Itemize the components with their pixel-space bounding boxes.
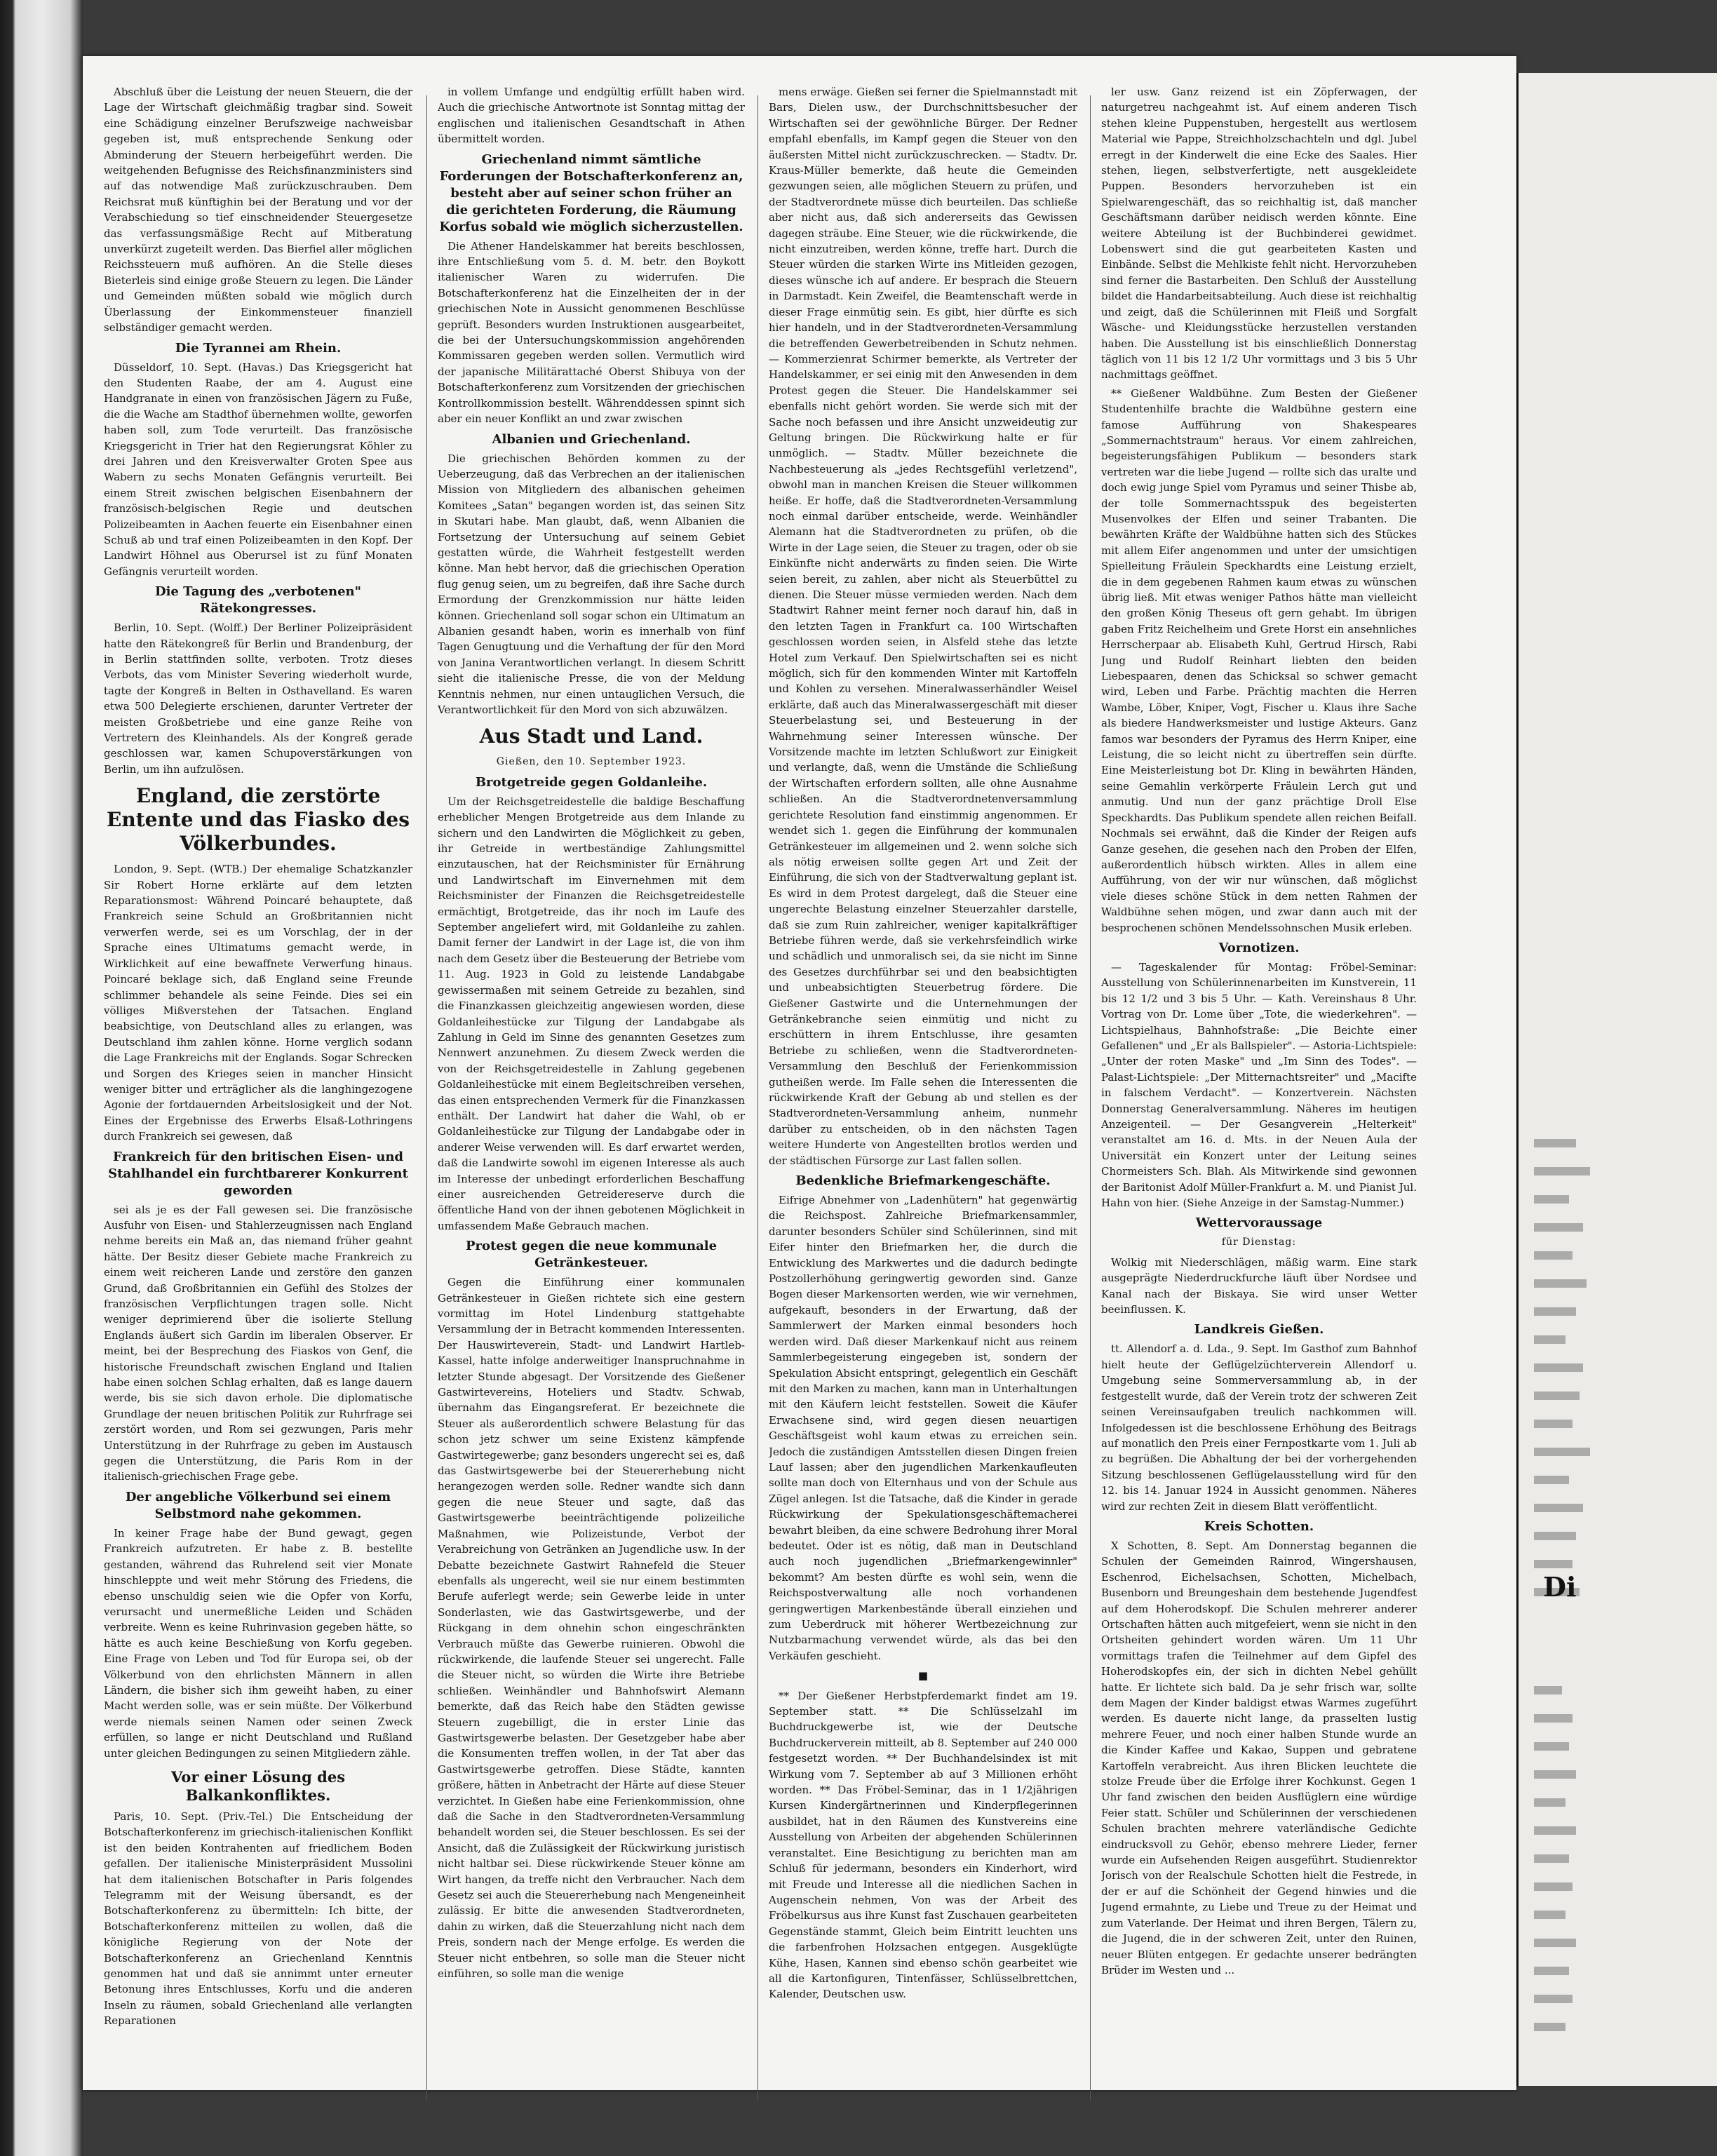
text-line bbox=[1534, 1714, 1573, 1723]
book-binding-edge bbox=[0, 0, 83, 2156]
section-title-stadt-land: Aus Stadt und Land. bbox=[479, 725, 703, 748]
article-england-cont: sei als je es der Fall gewesen sei. Die französische Ausfuhr von Eisen- und Stahlerzeugnissen nach England nehme bereits ein Maß an, das niemand früher geahnt hätte. Der Besitz dieser Gebiete mache Frankreich zu einem weit reicheren Lande und zerstöre den ganzen Grund, daß Großbritannien ein Gefühl des Stolzes der französischen Verpflichtungen tragen solle. Nicht weniger deprimierend über die isolierte Stellung Englands äußert sich Gardin im liberalen Observer. Er meint, bei der Besprechung des Fiaskos von Genf, die historische Freundschaft zwischen England und Italien habe einen solchen Schlag erhalten, daß es lange dauern werde, bis sie sich davon erhole. Die diplomatische Grundlage der neuen britischen Politik zur Ruhrfrage sei zerstört worden, und Rom sei gezwungen, Paris mehr Unterstützung in der Ruhrfrage zu geben im Austausch gegen die Unterstützung, die Paris Rom in der italienisch-griechischen Frage gebe. bbox=[104, 1203, 412, 1483]
text-line bbox=[1534, 1307, 1576, 1316]
col2-para2: Die Athener Handelskammer hat bereits beschlossen, ihre Entschließung vom 5. d. M. betr. den Boykott italienischer Waren zu widerrufen. Die Botschafterkonferenz hat die Einzelheiten der in der griechischen Note in Aussicht genommenen Beschlüsse geprüft. Besonders wurden Instruktionen ausgearbeitet, die bei der Untersuchungskommission angehörenden Kommissaren gegeben werden sollen. Vermutlich wird der japanische Militärattaché Oberst Shibuya von der Botschafterkonferenz zum Vorsitzenden der griechischen Kontrollkommission bestellt. Währenddessen spinnt sich aber ein neuer Konflikt an und zwar zwischen bbox=[438, 239, 745, 426]
col2-sub-albanien: Albanien und Griechenland. bbox=[492, 431, 691, 447]
article-england-cont2: In keiner Frage habe der Bund gewagt, gegen Frankreich aufzutreten. Er habe z. B. bestellte gestanden, während das Ruhrelend seit vier Monate hinschleppte und weit mehr Störung des Friedens, die ebenso unschuldig seien wie die Opfer von Korfu, verursacht und unermeßliche Leiden und Schäden verbreite. Wenn es keine Ruhrinvasion gegeben hätte, so hätte es auch keine Beschießung von Korfu gegeben. Eine Frage von Leben und Tod für Europa sei, ob der Völkerbund von den ehrlichsten Männern in allen Ländern, die bisher sich ihm geweiht haben, zu einer Macht werden solle, was er sein müßte. Der Völkerbund werde niemals seinen Namen oder seinen Zweck erfüllen, so lange er nicht Deutschland und Rußland unter gleichen Bedingungen zu seinen Mitgliedern zähle. bbox=[104, 1526, 412, 1760]
col3-text1: mens erwäge. Gießen sei ferner die Spielmannstadt mit Bars, Dielen usw., der Durchschnittsbesucher der Wirtschaften sei der gewöhnliche Bürger. Der Redner empfahl ebenfalls, im Kampf gegen die Steuer von den äußersten Mittel nicht zurückzuschrecken. — Stadtv. Dr. Kraus-Müller bemerkte, daß heute die Gemeinden gezwungen seien, alle möglichen Steuern zu prüfen, und der Stadtverordnete müsse dich beurteilen. Das schließe aber nicht aus, daß sich andererseits das Gewissen dagegen sträube. Eine Steuer, wie die rückwirkende, die nicht einzutreiben, werden könne, treffe hart. Durch die Steuer würden die starken Wirte ins Mitleiden gezogen, dieses wünsche ich auf andere. Er besprach die Steuern in Darmstadt. Kein Zweifel, die Beamtenschaft werde in dieser Frage einmütig sein. Es gibt, hier dürfte es sich hier handeln, und in der Stadtverordneten-Versammlung die betreffenden Gewerbetreibenden in Schutz nehmen. — Kommerzienrat Schirmer bemerkte, als Vertreter der Handelskammer, er sei einig mit den Anwesenden in dem Protest gegen die Steuer. Die Handelskammer sei ebenfalls nicht gehört worden. Sie werde sich mit der Sache noch befassen und ihre Ansicht unzweideutig zur Geltung bringen. Die Rückwirkung halte er für unmöglich. — Stadtv. Müller bezeichnete die Nachbesteuerung als „jedes Rechtsgefühl verletzend", obwohl man in manchen Kreisen die Steuer willkommen heiße. Er hoffe, daß die Stadtverordneten-Versammlung noch einmal darüber entscheide, werde. Weinhändler Alemann hat die Stadtverordneten zu prüfen, ob die Wirte in der Lage seien, die Steuer zu tragen, oder ob sie Einkünfte nicht anderwärts zu finden seien. Die Wirte seien bereit, zu zahlen, aber nicht als Steuerbüttel zu dienen. Die Steuer müsse vermieden werden. Nach dem Stadtwirt Rahner meint ferner noch darauf hin, daß in den letzten Tagen in Frankfurt ca. 100 Wirtschaften geschlossen worden seien, in Alsfeld stehe das letzte Hotel zum Verkauf. Den Spielwirtschaften sei es nicht möglich, sich für den kommenden Winter mit Kartoffeln und Kohlen zu versehen. Mineralwasserhändler Weisel erklärte, daß auch das Mineralwassergeschäft mit dieser Steuerbelastung sei, und Besteuerung in der Wahrnehmung seiner Interessen wünsche. Der Vorsitzende machte im letzten Schlußwort zur Einigkeit und verlangte, daß, wenn die Umstände die Schließung der Wirtschaften erfordern sollten, alle ohne Ausnahme schließen. An die Stadtverordnetenversammlung gerichtete Resolution fand einstimmig angenommen. Er wendet sich 1. gegen die Einführung der kommunalen Getränkesteuer im allgemeinen und 2. wenn solche sich als nötig erweisen sollte gegen Art und Zeit der Einführung, die sich von der Stadtverwaltung geplant ist. Es wird in dem Protest dargelegt, daß die Steuer eine ungerechte Belastung einzelner Steuerzahler darstelle, daß sie zum Ruin zahlreicher, weniger kapitalkräftiger Betriebe führen werde, daß sie verkehrsfeindlich wirke und schädlich und unmoralisch sei, da sie nicht im Sinne des Gesetzes durchführbar sei und den beabsichtigten und unbeabsichtigten Steuerbetrug fördere. Die Gießener Gastwirte und die Unternehmungen der Getränkebranche seien einmütig und nicht zu erschüttern in ihrem Entschlusse, ihre gesamten Betriebe zu schließen, wenn die Stadtverordneten-Versammlung den Beschluß der Ferienkommission gutheißen werde. Im Falle sehen die Interessenten die rückwirkende Kraft der Gebung ab und stellen es der Stadtverordneten-Versammlung anheim, nunmehr darüber zu entscheiden, ob in den nächsten Tagen weitere Hunderte von Angestellten brotlos werden und der städtischen Fürsorge zur Last fallen sollen. bbox=[769, 86, 1077, 1167]
text-line bbox=[1534, 1279, 1587, 1288]
text-line bbox=[1534, 1854, 1569, 1863]
text-line bbox=[1534, 1448, 1590, 1456]
newspaper-page bbox=[83, 56, 1516, 2090]
text-line bbox=[1534, 1560, 1573, 1568]
headline-vornotizen: Vornotizen. bbox=[1218, 940, 1300, 955]
dateline: Gießen, den 10. September 1923. bbox=[496, 756, 687, 768]
text-line bbox=[1534, 1911, 1566, 1919]
article-raetekongress-text: Berlin, 10. Sept. (Wolff.) Der Berliner Polizeipräsident hatte den Rätekongreß für Berlin und Brandenburg, der in Berlin stattfinden sollte, verboten. Trotz dieses Verbots, das vom Minister Severing wiederholt wurde, tagte der Kongreß in Belten in Osthavelland. Es waren etwa 500 Delegierte erschienen, darunter Vertreter der meisten Großbetriebe und eine ganze Reihe von Vertretern des Kleinhandels. Als der Kongreß gerade geschlossen war, kamen Schupoverstärkungen von Berlin, um ihn aufzulösen. bbox=[104, 621, 412, 776]
col3-items: ** Der Gießener Herbstpferdemarkt findet am 19. September statt. ** Die Schlüsselzahl im Buchdruckgewerbe ist, wie der Deutsche Buchdruckerverein mitteilt, ab 8. September auf 240 000 festgesetzt worden. ** Der Buchhandelsindex ist mit Wirkung vom 7. September ab auf 3 Millionen erhöht worden. ** Das Fröbel-Seminar, das in 1 1/2jährigen Kursen Kindergärtnerinnen und Kinderpflegerinnen ausbildet, hat in den Räumen des Kunstvereins eine Ausstellung von Arbeiten der abgehenden Schülerinnen veranstaltet. Eine Besichtigung zu berichten man am Schluß für jedermann, besonders ein Kinderhort, wird mit Freude und Interesse all die niedlichen Sachen in Augenschein nehmen, Von was der Arbeit des Fröbelkursus aus ihre Kunst fast Zuschauen gearbeiteten Gegenstände stammt, Gleich beim Eintritt leuchten uns die farbenfrohen Holzsachen entgegen. Ausgeklügte Kühe, Hasen, Kannen sind ebenso schön gearbeitet wie all die Kartonfiguren, Tintenfässer, Schlüsselbrettchen, Kalender, Deutschen usw. bbox=[769, 1689, 1077, 2001]
text-line bbox=[1534, 1742, 1569, 1751]
text-line bbox=[1534, 1223, 1583, 1232]
separator-mark: ■ bbox=[917, 1669, 929, 1683]
adjacent-page-headline-fragment: Di bbox=[1543, 1571, 1577, 1603]
text-line bbox=[1534, 1420, 1573, 1428]
column-rule bbox=[426, 95, 427, 2101]
text-line bbox=[1534, 1995, 1573, 2003]
text-line bbox=[1534, 1826, 1576, 1835]
text-line bbox=[1534, 1967, 1569, 1975]
column-rule bbox=[1090, 95, 1091, 2101]
col4-text1: ler usw. Ganz reizend ist ein Zöpferwagen, der naturgetreu nachgeahmt ist. Auf einem anderen Tisch stehen kleine Puppenstuben, hergestellt aus wertlosem Material wie Pappe, Streichholzschachteln und dgl. Jubel erregt in der Kinderwelt die eine Ecke des Saales. Hier stehen, liegen, selbstverfertigte, nett ausgekleidete Puppen. Besonders hervorzuheben ist ein Spielwarengeschäft, das so reichhaltig ist, daß mancher Geschäftsmann darüber neidisch werden könnte. Eine weitere Abteilung ist der Buchbinderei gewidmet. Lobenswert sind die gut gearbeiteten Kasten und Einbände. Selbst die Mehlkiste fehlt nicht. Hervorzuheben sind ferner die Bastarbeiten. Den Schluß der Ausstellung bildet die Handarbeitsabteilung. Auch diese ist reichhaltig und zeigt, daß die Schülerinnen mit Fleiß und Sorgfalt Wäsche- und Kleidungsstücke herzustellen verstanden haben. Die Ausstellung ist bis einschließlich Donnerstag täglich von 11 bis 12 1/2 Uhr vormittags und 3 bis 5 Uhr nachmittags geöffnet. bbox=[1101, 86, 1417, 382]
subhead-frankreich: Frankreich für den britischen Eisen- und Stahlhandel ein furchtbarerer Konkurrent geworden bbox=[108, 1149, 408, 1198]
column-2 bbox=[438, 84, 745, 2076]
article-brotgetreide-text: Um der Reichsgetreidestelle die baldige Beschaffung erheblicher Mengen Brotgetreide aus dem Inlande zu sichern und den Landwirten die Möglichkeit zu geben, ihr Getreide in wertbeständige Zahlungsmittel einzutauschen, hat der Reichsminister für Ernährung und Landwirtschaft im Einvernehmen mit dem Reichsminister der Finanzen die Reichsgetreidestelle ermächtigt, Brotgetreide, das ihr noch im Laufe des September angeliefert wird, mit Goldanleihe zu zahlen. Damit ferner der Landwirt in der Lage ist, die von ihm nach dem Gesetz über die Besteuerung der Betriebe vom 11. Aug. 1923 in Gold zu leistende Landabgabe gewissermaßen mit seinem Getreide zu bezahlen, sind die Finanzkassen gleichzeitig angewiesen worden, diese Goldanleihestücke zur Tilgung der Landabgabe als Zahlung in Geld im Sinne des genannten Gesetzes zum Nennwert anzunehmen. Zu diesem Zweck werden die von der Reichsgetreidestelle in Zahlung gegebenen Goldanleihestücke mit einem Begleitschreiben versehen, das einen entsprechenden Vermerk für die Finanzkassen enthält. Der Landwirt hat daher die Wahl, ob er Goldanleihestücke zur Tilgung der Landabgabe oder in anderer Weise verwenden will. Es darf erwartet werden, daß die Landwirte sowohl im eigenen Interesse als auch im Interesse der unbedingt erforderlichen Beschaffung einer ausreichenden Getreidereserve durch die öffentliche Hand von der ihnen gebotenen Möglichkeit in umfassendem Maße Gebrauch machen. bbox=[438, 795, 745, 1232]
text-line bbox=[1534, 1532, 1576, 1540]
text-line bbox=[1534, 1686, 1562, 1695]
text-line bbox=[1534, 1798, 1566, 1807]
text-line bbox=[1534, 1504, 1583, 1512]
text-line bbox=[1534, 1195, 1569, 1204]
adjacent-page-edge bbox=[1516, 73, 1717, 2086]
subhead-voelkerbund: Der angebliche Völkerbund sei einem Selbstmord nahe gekommen. bbox=[125, 1489, 391, 1521]
col2-para3: Die griechischen Behörden kommen zu der Ueberzeugung, daß das Verbrechen an der italienischen Mission von Mitgliedern des albanischen geheimen Komitees „Satan" begangen worden ist, das seinen Sitz in Skutari habe. Man glaubt, daß, wenn Albanien die Fortsetzung der Untersuchung auf seinem Gebiet gestatten würde, die Wahrheit festgestellt werden könne. Man hebt hervor, daß die griechischen Operation flug genug seien, um zu begreifen, daß ihre Sache durch Ermordung der Grenzkommission nur hätte leiden können. Griechenland soll sogar schon ein Ultimatum an Albanien gesandt haben, worin es innerhalb von fünf Tagen Genugtuung und die Verhaftung der für den Mord von Janina Verantwortlichen verlangt. In diesem Schritt sieht die italienische Presse, die von der Meldung Kenntnis nehmen, nur einen untauglichen Versuch, die Verantwortlichkeit für den Mord von sich abzuwälzen. bbox=[438, 452, 745, 716]
landkreis-text: tt. Allendorf a. d. Lda., 9. Sept. Im Gasthof zum Bahnhof hielt heute der Geflügelzüchterverein Allendorf u. Umgebung seine Sommerversammlung ab, in der festgestellt wurde, daß der Verein trotz der schweren Zeit seinen Vereinsaufgaben treulich nachkommen will. Infolgedessen ist die beschlossene Erhöhung des Beitrags auf monatlich den Preis einer Fernpostkarte vom 1. Juli ab zu begrüßen. Die Abhaltung der bei der vorhergehenden Sitzung beschlossenen Geflügelausstellung wird für den 12. bis 14. Januar 1924 in Aussicht genommen. Näheres wird zur rechten Zeit in diesem Blatt veröffentlicht. bbox=[1101, 1342, 1417, 1513]
col2-top-text: in vollem Umfange und endgültig erfüllt haben wird. Auch die griechische Antwortnote ist Sonntag mittag der englischen und italienischen Gesandtschaft in Athen übermittelt worden. bbox=[438, 86, 745, 146]
text-line bbox=[1534, 1251, 1573, 1260]
wetter-text: Wolkig mit Niederschlägen, mäßig warm. Eine stark ausgeprägte Niederdruckfurche läuft über Nordsee und Kanal nach der Biskaya. Sie wird unser Wetter beeinflussen. K. bbox=[1101, 1255, 1417, 1316]
text-line bbox=[1534, 1363, 1583, 1372]
text-line bbox=[1534, 1167, 1590, 1175]
text-line bbox=[1534, 1392, 1580, 1400]
headline-balkan: Vor einer Lösung des Balkankonfliktes. bbox=[170, 1767, 346, 1804]
top-paragraph: Abschluß über die Leistung der neuen Steuern, die der Lage der Wirtschaft gleichmäßig tragbar sind. Soweit eine Schädigung einzelner Berufszweige nachweisbar gegeben ist, muß entsprechende Senkung oder Abminderung der Steuern herbeigeführt werden. Die weitgehenden Befugnisse des Reichsfinanzministers sind auf das notwendige Maß zurückzuschrauben. Dem Reichsrat muß künftighin bei der Beratung und vor der Verabschiedung so tief einschneidender Steuergesetze das verfassungsmäßige Recht auf Mitberatung unverkürzt zugeteilt werden. Das Bierfiel aller möglichen Reichssteuern muß aufhören. An die Stelle dieses Bieterleis sind einige große Steuern zu legen. Die Länder und Gemeinden müßten sobald wie möglich durch Überlassung der Einkommensteuer finanziell selbständiger gemacht werden. bbox=[104, 86, 412, 335]
headline-england: England, die zerstörte Entente und das Fiasko des Völkerbundes. bbox=[107, 784, 410, 856]
article-briefmarken-text: Eifrige Abnehmer von „Ladenhütern" hat gegenwärtig die Reichspost. Zahlreiche Briefmarkensammler, darunter besonders Schüler sind Schülerinnen, sind mit Eifer hinter den Briefmarken her, die durch die Entwicklung des Markwertes und die dadurch bedingte Postzollerhöhung geringwertig geworden sind. Ganze Bogen dieser Markensorten werden, wie wir vernehmen, aufgekauft, besonders in der Erwartung, daß der Sammlerwert der Marken einmal besonders hoch werden wird. Daß dieser Markenkauf nicht aus reinem Sammlerbegeisterung eingegeben ist, sondern der Spekulation Absicht entspringt, gelegentlich ein Geschäft mit den Marken zu machen, kann man in Unterhaltungen mit den Käufern leicht feststellen. Soweit die Käufer Erwachsene sind, wird gegen diesen neuartigen Geschäftsgeist wohl kaum etwas zu erreichen sein. Jedoch die zuständigen Amtsstellen diesen Dingen freien Lauf lassen; aber den jugendlichen Markenkaufleuten sollte man doch von Elternhaus und von der Schule aus Zügel anlegen. Ist die Tatsache, daß die Kinder in gerade Rückwirkung der Spekulationsgeschäftemacherei bewahrt bleiben, da eine schwere Bedrohung ihrer Moral bedeutet. Oder ist es nötig, daß man in Deutschland auch noch jugendlichen „Briefmarkengewinnler" bekommt? Am besten dürfte es wohl sein, wenn die Reichspostverwaltung alle noch vorhandenen geringwertigen Markenbestände überall einziehen und zum Ueberdruck mit höherer Wertbezeichnung zur Nutzbarmachung verwendet würde, als das bei den Verkäufen geschieht. bbox=[769, 1194, 1077, 1662]
column-1 bbox=[104, 84, 412, 2076]
column-4 bbox=[1101, 84, 1417, 2076]
text-line bbox=[1534, 1476, 1569, 1484]
headline-getraenkesteuer: Protest gegen die neue kommunale Getränkesteuer. bbox=[465, 1239, 718, 1271]
schotten-text: X Schotten, 8. Sept. Am Donnerstag begannen die Schulen der Gemeinden Rainrod, Wingershausen, Eschenrod, Eichelsachsen, Schotten, Michelbach, Busenborn und Breungeshain dem bestehende Jugendfest auf dem Hoherodskopf. Die Schulen mehrerer anderer Ortschaften hätten auch mitgefeiert, wenn sie nicht in den Ortsheiten gehindert worden wären. Um 11 Uhr vormittags trafen die Teilnehmer auf dem Gipfel des Hoherodskopfes ein, der sich in dichten Nebel gehüllt hatte. Er lichtete sich bald. Da je sehr frisch war, sollte dem Magen der Kinder baldigst etwas Warmes zugeführt werden. Es dauerte nicht lange, da prasselten lustig mehrere Feuer, und noch einer halben Stunde wurde an die Kinder Kaffee und Kakao, Suppen und gebratene Kartoffeln verabreicht. Aus ihren Blicken leuchtete die stolze Freude über die Erfolge ihrer Kochkunst. Gegen 1 Uhr fand zwischen den beiden Ausflüglern eine würdige Feier statt. Schüler und Schülerinnen der verschiedenen Schulen brachten mehrere vaterländische Gedichte eindrucksvoll zu Gehör, ebenso mehrere Lieder, ferner wurde ein Aufsehenden Reigen ausgeführt. Studienrektor Jorisch von der Realschule Schotten hielt die Festrede, in der er auf die Schönheit der Gegend hinwies und die Jugend ermahnte, zu Liebe und Treue zu der Heimat und zum Vaterlande. Der Heimat und ihren Bergen, Tälern zu, die Jugend, die in der schweren Zeit, unter den Ruinen, neuer Blüten entgegen. Er gedachte unserer bedrängten Brüder im Westen und ... bbox=[1101, 1539, 1417, 1976]
headline-schotten: Kreis Schotten. bbox=[1204, 1518, 1314, 1534]
headline-wetter: Wettervoraussage bbox=[1195, 1215, 1323, 1231]
headline-landkreis: Landkreis Gießen. bbox=[1194, 1322, 1324, 1338]
headline-brotgetreide: Brotgetreide gegen Goldanleihe. bbox=[475, 774, 708, 790]
column-3 bbox=[769, 84, 1077, 2076]
headline-briefmarken: Bedenkliche Briefmarkengeschäfte. bbox=[795, 1173, 1051, 1189]
text-line bbox=[1534, 1939, 1576, 1947]
headline-tyrannei: Die Tyrannei am Rhein. bbox=[175, 340, 342, 356]
text-line bbox=[1534, 1770, 1576, 1779]
col2-subhead: Griechenland nimmt sämtliche Forderungen der Botschafterkonferenz an, besteht aber auf seiner schon früher an die gerichteten Forderung, die Räumung Korfus sobald wie möglich sicherzustellen. bbox=[439, 151, 743, 234]
article-balkan-text: Paris, 10. Sept. (Priv.-Tel.) Die Entscheidung der Botschafterkonferenz im griechisch-italienischen Konflikt ist den beiden Kontrahenten auf friedlichem Boden gefallen. Der italienische Ministerpräsident Mussolini hat dem italienischen Botschafter in Paris folgendes Telegramm mit der Weisung übersandt, es der Botschafterkonferenz zu übermitteln: Ich bitte, der Botschafterkonferenz mitteilen zu wollen, daß die königliche Regierung von der Note der Botschafterkonferenz an Griechenland Kenntnis genommen hat und daß sie annimmt unter erneuter Betonung ihres Entschlusses, Korfu und die anderen Inseln zu räumen, sobald Griechenland alle verlangten Reparationen bbox=[104, 1810, 412, 2028]
headline-raetekongress: Die Tagung des „verbotenen" Rätekongresses. bbox=[154, 584, 362, 617]
wetter-sub: für Dienstag: bbox=[1221, 1237, 1297, 1248]
article-england-text: London, 9. Sept. (WTB.) Der ehemalige Schatzkanzler Sir Robert Horne erklärte auf dem letzten Reparationsmost: Während Poincaré behauptete, daß Frankreich seine Schuld an Großbritannien nicht verwerfen werde, sei es um Vorschlag, der in der Sprache eines Ultimatums gemacht werde, in Wirklichkeit auf eine bewaffnete Verwerfung hinaus. Poincaré beklage sich, daß England seine Freunde schlimmer behandele als seine Feinde. Dies sei ein völliges Mißverstehen der Tatsachen. England beabsichtige, von Deutschland alles zu erlangen, was Deutschland ihm zahlen könne. Horne verglich sodann die Lage Frankreichs mit der Englands. Sogar Schrecken und Sorgen des Krieges seien in mancher Hinsicht weniger bitter und erträglicher als die langhingezogene Agonie der fortdauernden Arbeitslosigkeit und der Not. Eines der Ergebnisse des Erwerbs Elsaß-Lothringens durch Frankreich sei gewesen, daß bbox=[104, 863, 412, 1143]
text-line bbox=[1534, 1335, 1566, 1344]
article-tyrannei-text: Düsseldorf, 10. Sept. (Havas.) Das Kriegsgericht hat den Studenten Raabe, der am 4. August eine Handgranate in einen von französischen Jägern zu Fuße, die die Wache am Stadthof übernehmen wollte, geworfen haben soll, zum Tode verurteilt. Das französische Kriegsgericht in Trier hat den Regierungsrat Köhler zu drei Jahren und den Kreisverwalter Groten Spee aus Wabern zu sechs Monaten Gefängnis verurteilt. Bei einem Streit zwischen belgischen Eisenbahnern der französisch-belgischen Regie und deutschen Polizeibeamten in Aachen feuerte ein Eisenbahner einen Schuß ab und traf einen Polizeibeamten in den Kopf. Der Landwirt Höhnel aus Oberursel ist zu fünf Monaten Gefängnis verurteilt worden. bbox=[104, 361, 412, 578]
text-line bbox=[1534, 2023, 1566, 2031]
article-getraenkesteuer-text: Gegen die Einführung einer kommunalen Getränkesteuer in Gießen richtete sich eine gestern vormittag im Hotel Lindenburg stattgehabte Versammlung der in Betracht kommenden Interessenten. Der Hauswirteverein, Stadt- und Landwirt Hartleb-Kassel, hatte infolge anderweitiger Inanspruchnahme in letzter Stunde abgesagt. Der Vorsitzende des Gießener Gastwirtevereins, Hoteliers und Stadtv. Schwab, übernahm das Eingangsreferat. Er bezeichnete die Steuer als außerordentlich schwere Belastung für das schon jetz schwer um seine Existenz kämpfende Gastwirtegewerbe; ganz besonders ungerecht sei es, daß das Gastwirtsgewerbe bei der Steuererhebung nicht herangezogen werden solle. Redner wandte sich dann gegen die neue Steuer und sagte, daß das Gastwirtsgewerbe beeinträchtigende polizeiliche Maßnahmen, wie Polizeistunde, Verbot der Verabreichung von Getränken an Jugendliche usw. In der Debatte bezeichnete Gastwirt Rahnefeld die Steuer ebenfalls als ungerecht, weil sie nur einem bestimmten Berufe auferlegt werde; sein Gewerbe leide in unter Sonderlasten, wie das Gastwirtsgewerbe, und der Rückgang in dem ohnehin schon eingeschränkten Verbrauch müßte das Gewerbe ruinieren. Obwohl die rückwirkende, die laufende Steuer sei ungerecht. Falle die Steuer nicht, so würden die Wirte ihre Betriebe schließen. Weinhändler und Bahnhofswirt Alemann bemerkte, daß das Reich habe den Städten gewisse Steuern zugebilligt, die in erster Linie das Gastwirtsgewerbe belasten. Der Gesetzgeber habe aber die Konsumenten treffen wollen, in der Tat aber das Gastwirtsgewerbe getroffen. Diese Städte, kannten größere, hätten in Anbetracht der Härte auf diese Steuer verzichtet. In Gießen habe eine Ferienkommission, ohne daß die Sache in den Stadtverordneten-Versammlung behandelt worden sei, die Steuer beschlossen. Es sei der Ansicht, daß die Zulässigkeit der Rückwirkung juristisch nicht haltbar sei. Diese rückwirkende Steuer könne am Wirt hangen, da treffe nicht den Verbraucher. Nach dem Gesetz sei auch die Steuererhebung nach Mengeneinheit zulässig. Er bitte die anwesenden Stadtverordneten, dahin zu wirken, daß die Steuerzahlung nicht nach dem Preis, sondern nach der Menge erfolge. Es werden die Steuer nicht entbehren, so solle man die Steuer nicht einführen, so solle man die wenige bbox=[438, 1276, 745, 1981]
text-line bbox=[1534, 1882, 1573, 1891]
col4-vornotizen-text: — Tageskalender für Montag: Fröbel-Seminar: Ausstellung von Schülerinnenarbeiten im Kunstverein, 11 bis 12 1/2 und 3 bis 5 Uhr. — Kath. Vereinshaus 8 Uhr. Vortrag von Dr. Lome über „Tote, die wiederkehren". — Lichtspielhaus, Bahnhofstraße: „Die Beichte einer Gefallenen" und „Er als Ballspieler". — Astoria-Lichtspiele: „Unter der roten Maske" und „Im Sinn des Todes". — Palast-Lichtspiele: „Der Mitternachtsreiter" und „Macifte in falschem Verdacht". — Konzertverein. Nächsten Donnerstag Generalversammlung. Näheres im heutigen Anzeigenteil. — Der Gesangverein „Helterkeit" veranstaltet am 16. d. Mts. in der Neuen Aula der Universität ein Konzert unter der Leitung seines Chormeisters Sch. Blah. Als Mitwirkende sind gewonnen der Baritonist Adolf Müller-Frankfurt a. M. und Pianist Jul. Hahn von hier. (Siehe Anzeige in der Samstag-Nummer.) bbox=[1101, 960, 1417, 1210]
col4-waldbuehne: ** Gießener Waldbühne. Zum Besten der Gießener Studentenhilfe brachte die Waldbühne gestern eine famose Aufführung von Shakespeares „Sommernachtstraum" heraus. Vor einem zahlreichen, begeisterungsfähigen Publikum — besonders stark vertreten war die liebe Jugend — rollte sich das uralte und doch ewig junge Spiel vom Pyramus und seiner Thisbe ab, der tolle Sommernachtsspuk des begeisterten Musenvolkes der Elfen und seiner Trabanten. Die bewährten Kräfte der Waldbühne hatten sich des Stückes mit allem Eifer angenommen und unter der umsichtigen Spielleitung Fräulein Speckhardts eine Leistung erzielt, die in dem gegebenen Rahmen kaum etwas zu wünschen übrig ließ. Mit etwas weniger Pathos hätte man vielleicht den großen König Theseus oft gern gehabt. Im übrigen gaben Fritz Reichelheim und Grete Horst ein ansehnliches Herrscherpaar ab. Elisabeth Kuhl, Gertrud Hirsch, Rabi Jung und Rudolf Reinhart liebten den beiden Liebespaaren, denen das Schicksal so schwer gemacht wird, Leben und Farbe. Prächtig machten die Herren Wambe, Löber, Kniper, Vogt, Fischer u. Klaus ihre Sache als biedere Handwerksmeister und lustige Akteurs. Ganz famos war besonders der Pyramus des Herrn Kniper, eine Leistung, die so leicht nicht zu übertreffen sein dürfte. Eine Meisterleistung bot Dr. Kling in bewährten Händen, seine Gemahlin verkörperte Fräulein Lerch gut und anmutig. Und nun der ganz prächtige Droll Else Speckhardts. Das Publikum spendete allen reichen Beifall. Nochmals sei erwähnt, daß die Kinder der Reigen aufs Ganze gesehen, die gesehen nach den Proben der Elfen, außerordentlich hübsch wirkten. Alles in allem eine Aufführung, von der wir nur wünschen, daß möglichst viele dieses schöne Stück in dem netten Rahmen der Waldbühne sehen mögen, und zwar dann auch mit der besprochenen schönen Mendelssohnschen Musik erleben. bbox=[1101, 386, 1417, 934]
text-line bbox=[1534, 1139, 1576, 1147]
